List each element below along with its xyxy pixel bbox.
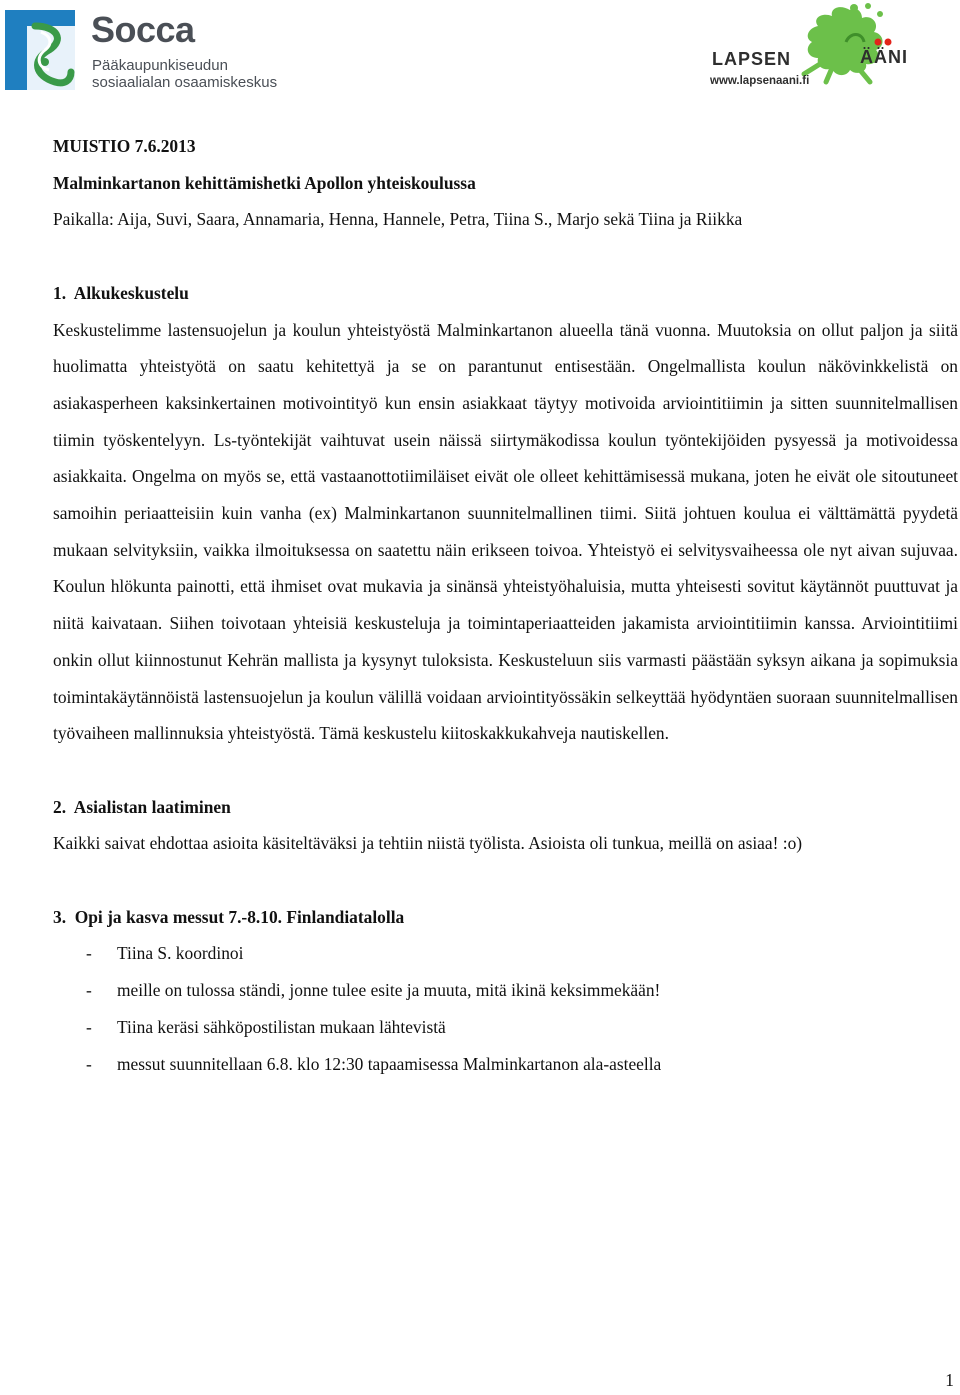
socca-logo-subtitle-1: Pääkaupunkiseudun xyxy=(92,57,228,74)
list-item: - Tiina keräsi sähköpostilistan mukaan lähtevistä xyxy=(86,1016,446,1037)
memo-subtitle: Malminkartanon kehittämishetki Apollon yhteiskoulussa xyxy=(53,172,476,193)
section-3-heading: 3. Opi ja kasva messut 7.-8.10. Finlandiatalolla xyxy=(53,906,405,927)
section-2-body: Kaikki saivat ehdottaa asioita käsiteltäväksi ja tehtiin niistä työlista. Asioista oli tunkua, meillä on asiaa! :o) xyxy=(53,833,803,854)
socca-emblem-icon xyxy=(5,10,85,90)
section-2-heading: 2. Asialistan laatiminen xyxy=(53,796,231,817)
lapsen-aani-word-1: LAPSEN xyxy=(712,49,792,69)
lapsen-aani-url: www.lapsenaani.fi xyxy=(710,75,810,87)
lapsen-aani-logo xyxy=(700,2,930,98)
list-item: - Tiina S. koordinoi xyxy=(86,943,244,964)
section-1-heading: 1. Alkukeskustelu xyxy=(53,282,189,303)
socca-logo-name: Socca xyxy=(91,9,195,50)
lapsen-aani-word-2: ÄÄNI xyxy=(860,47,908,67)
list-item: - messut suunnitellaan 6.8. klo 12:30 tapaamisessa Malminkartanon ala-asteella xyxy=(86,1053,662,1074)
socca-logo-subtitle-2: sosiaalialan osaamiskeskus xyxy=(92,74,278,91)
section-3-list xyxy=(53,935,958,1082)
section-1-body: Keskustelimme lastensuojelun ja koulun yhteistyöstä Malminkartanon alueella tänä vuonna. Muutoksia on ollut paljon ja siitä huolimatta yhteistyötä on saatu kehitettyä ja se on parantunut entisestään. Ongelmallista koulun näkövinkkelistä on asiakasperheen kaksinkertainen motivointityö kun ensin asiakkaat täytyy motivoida arviointitiimin ja sitten suunnitelmallisen tiimin työskentelyyn. Ls-työntekijät vaihtuvat usein näissä siirtymäkodissa koulun työntekijöiden pysyessä ja motivoidessa asiakkaita. Ongelma on myös se, että vastaanottotiimiläiset eivät ole olleet kehittämisessä mukana, joten he eivät ole sitoutuneet samoihin periaatteisiin kuin vanha (ex) Malminkartanon suunnitelmallinen tiimi. Siitä johtuen koulua ei välttämättä pyydetä mukaan selvityksiin, vaikka ilmoituksessa on saatettu näin erikseen toivoa. Yhteistyö ei selvitysvaiheessa ole nyt aivan sujuvaa. Koulun hlökunta painotti, että ihmiset ovat mukavia ja sinänsä yhteistyöhaluisia, mutta yhteisesti sovitut käytännöt puuttuvat ja niitä kaivataan. Siihen toivotaan yhteisiä keskusteluja ja toimintaperiaatteiden jakamista arviointitiimin kanssa. Arviointitiimi onkin ollut kiinnostunut Kehrän mallista ja kysynyt tuloksista. Keskusteluun siis varmasti päästään syksyn aikana ja sopimuksia toimintakäytännöistä lastensuojelun ja koulun välillä voidaan arviointityössäkin selkeyttää hyödyntäen suoraan suunnitelmallisen työvaiheen mallinnuksia yhteistyöstä. Tämä keskustelu kiitoskakkukahveja nautiskellen. xyxy=(53,319,958,744)
page-number: 1 xyxy=(945,1370,954,1390)
memo-title: MUISTIO 7.6.2013 xyxy=(53,136,196,156)
page-header xyxy=(0,0,960,100)
list-item: - meille on tulossa ständi, jonne tulee esite ja muuta, mitä ikinä keksimmekään! xyxy=(86,980,661,1001)
memo-content xyxy=(53,128,958,1082)
memo-attendees: Paikalla: Aija, Suvi, Saara, Annamaria, Henna, Hannele, Petra, Tiina S., Marjo sekä Tiina ja Riikka xyxy=(53,209,743,230)
socca-logo xyxy=(5,6,278,92)
